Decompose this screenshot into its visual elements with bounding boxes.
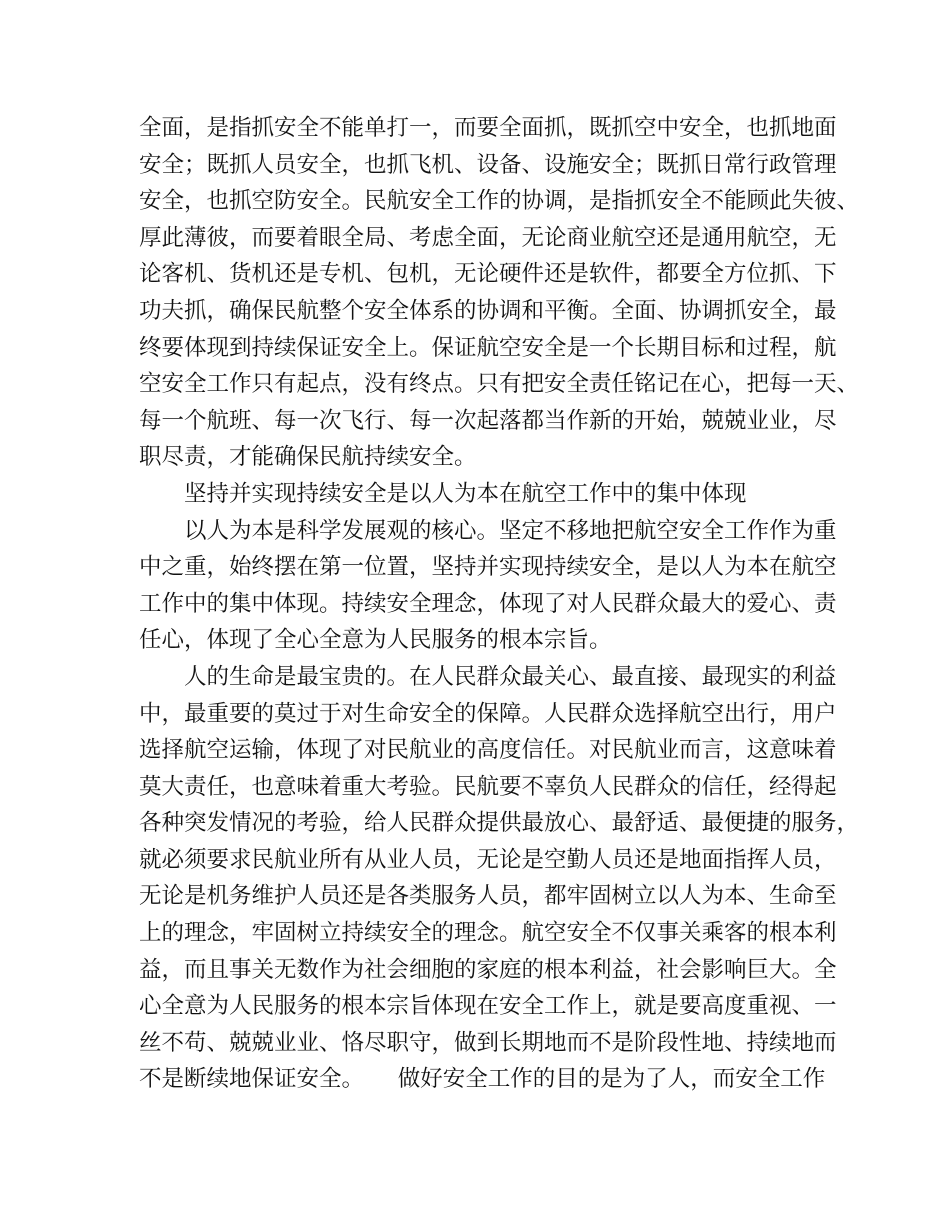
text-line: 中之重，始终摆在第一位置，坚持并实现持续安全，是以人为本在航空: [139, 554, 837, 581]
text-line: 人的生命是最宝贵的。在人民群众最关心、最直接、最现实的利益: [184, 663, 837, 690]
text-line: 终要体现到持续保证安全上。保证航空安全是一个长期目标和过程，航: [139, 334, 837, 361]
text-line: 莫大责任，也意味着重大考验。民航要不辜负人民群众的信任，经得起: [139, 773, 837, 800]
text-line: 任心，体现了全心全意为人民服务的根本宗旨。: [139, 627, 612, 654]
text-line: 论客机、货机还是专机、包机，无论硬件还是软件，都要全方位抓、下: [139, 261, 837, 288]
text-line: 丝不苟、兢兢业业、恪尽职守，做到长期地而不是阶段性地、持续地而: [139, 1029, 837, 1056]
text-line: 职尽责，才能确保民航持续安全。: [139, 444, 477, 471]
text-line: 每一个航班、每一次飞行、每一次起落都当作新的开始，兢兢业业，尽: [139, 407, 837, 434]
text-line: 空安全工作只有起点，没有终点。只有把安全责任铭记在心，把每一天、: [139, 371, 860, 398]
text-line: 工作中的集中体现。持续安全理念，体现了对人民群众最大的爱心、责: [139, 590, 837, 617]
text-line: 功夫抓，确保民航整个安全体系的协调和平衡。全面、协调抓安全，最: [139, 297, 837, 324]
text-line: 各种突发情况的考验，给人民群众提供最放心、最舒适、最便捷的服务，: [139, 810, 860, 837]
text-line: 心全意为人民服务的根本宗旨体现在安全工作上，就是要高度重视、一: [139, 993, 837, 1020]
text-line: 全面，是指抓安全不能单打一，而要全面抓，既抓空中安全，也抓地面: [139, 115, 837, 141]
text-line: 上的理念，牢固树立持续安全的理念。航空安全不仅事关乘客的根本利: [139, 920, 837, 947]
text-line: 益，而且事关无数作为社会细胞的家庭的根本利益，社会影响巨大。全: [139, 956, 837, 983]
text-line: 就必须要求民航业所有从业人员，无论是空勤人员还是地面指挥人员，: [139, 846, 837, 873]
text-line: 选择航空运输，体现了对民航业的高度信任。对民航业而言，这意味着: [139, 737, 837, 764]
body-text: [139, 110, 860, 1098]
text-line: 安全；既抓人员安全，也抓飞机、设备、设施安全；既抓日常行政管理: [139, 151, 837, 178]
text-line: 安全，也抓空防安全。民航安全工作的协调，是指抓安全不能顾此失彼、: [139, 188, 860, 215]
text-line: 不是断续地保证安全。 做好安全工作的目的是为了人，而安全工作: [139, 1066, 826, 1093]
text-line: 中，最重要的莫过于对生命安全的保障。人民群众选择航空出行，用户: [139, 700, 837, 727]
section-heading: 坚持并实现持续安全是以人为本在航空工作中的集中体现: [184, 480, 747, 507]
text-line: 以人为本是科学发展观的核心。坚定不移地把航空安全工作作为重: [184, 517, 837, 544]
text-line: 无论是机务维护人员还是各类服务人员，都牢固树立以人为本、生命至: [139, 883, 837, 910]
text-line: 厚此薄彼，而要着眼全局、考虑全面，无论商业航空还是通用航空，无: [139, 224, 837, 251]
